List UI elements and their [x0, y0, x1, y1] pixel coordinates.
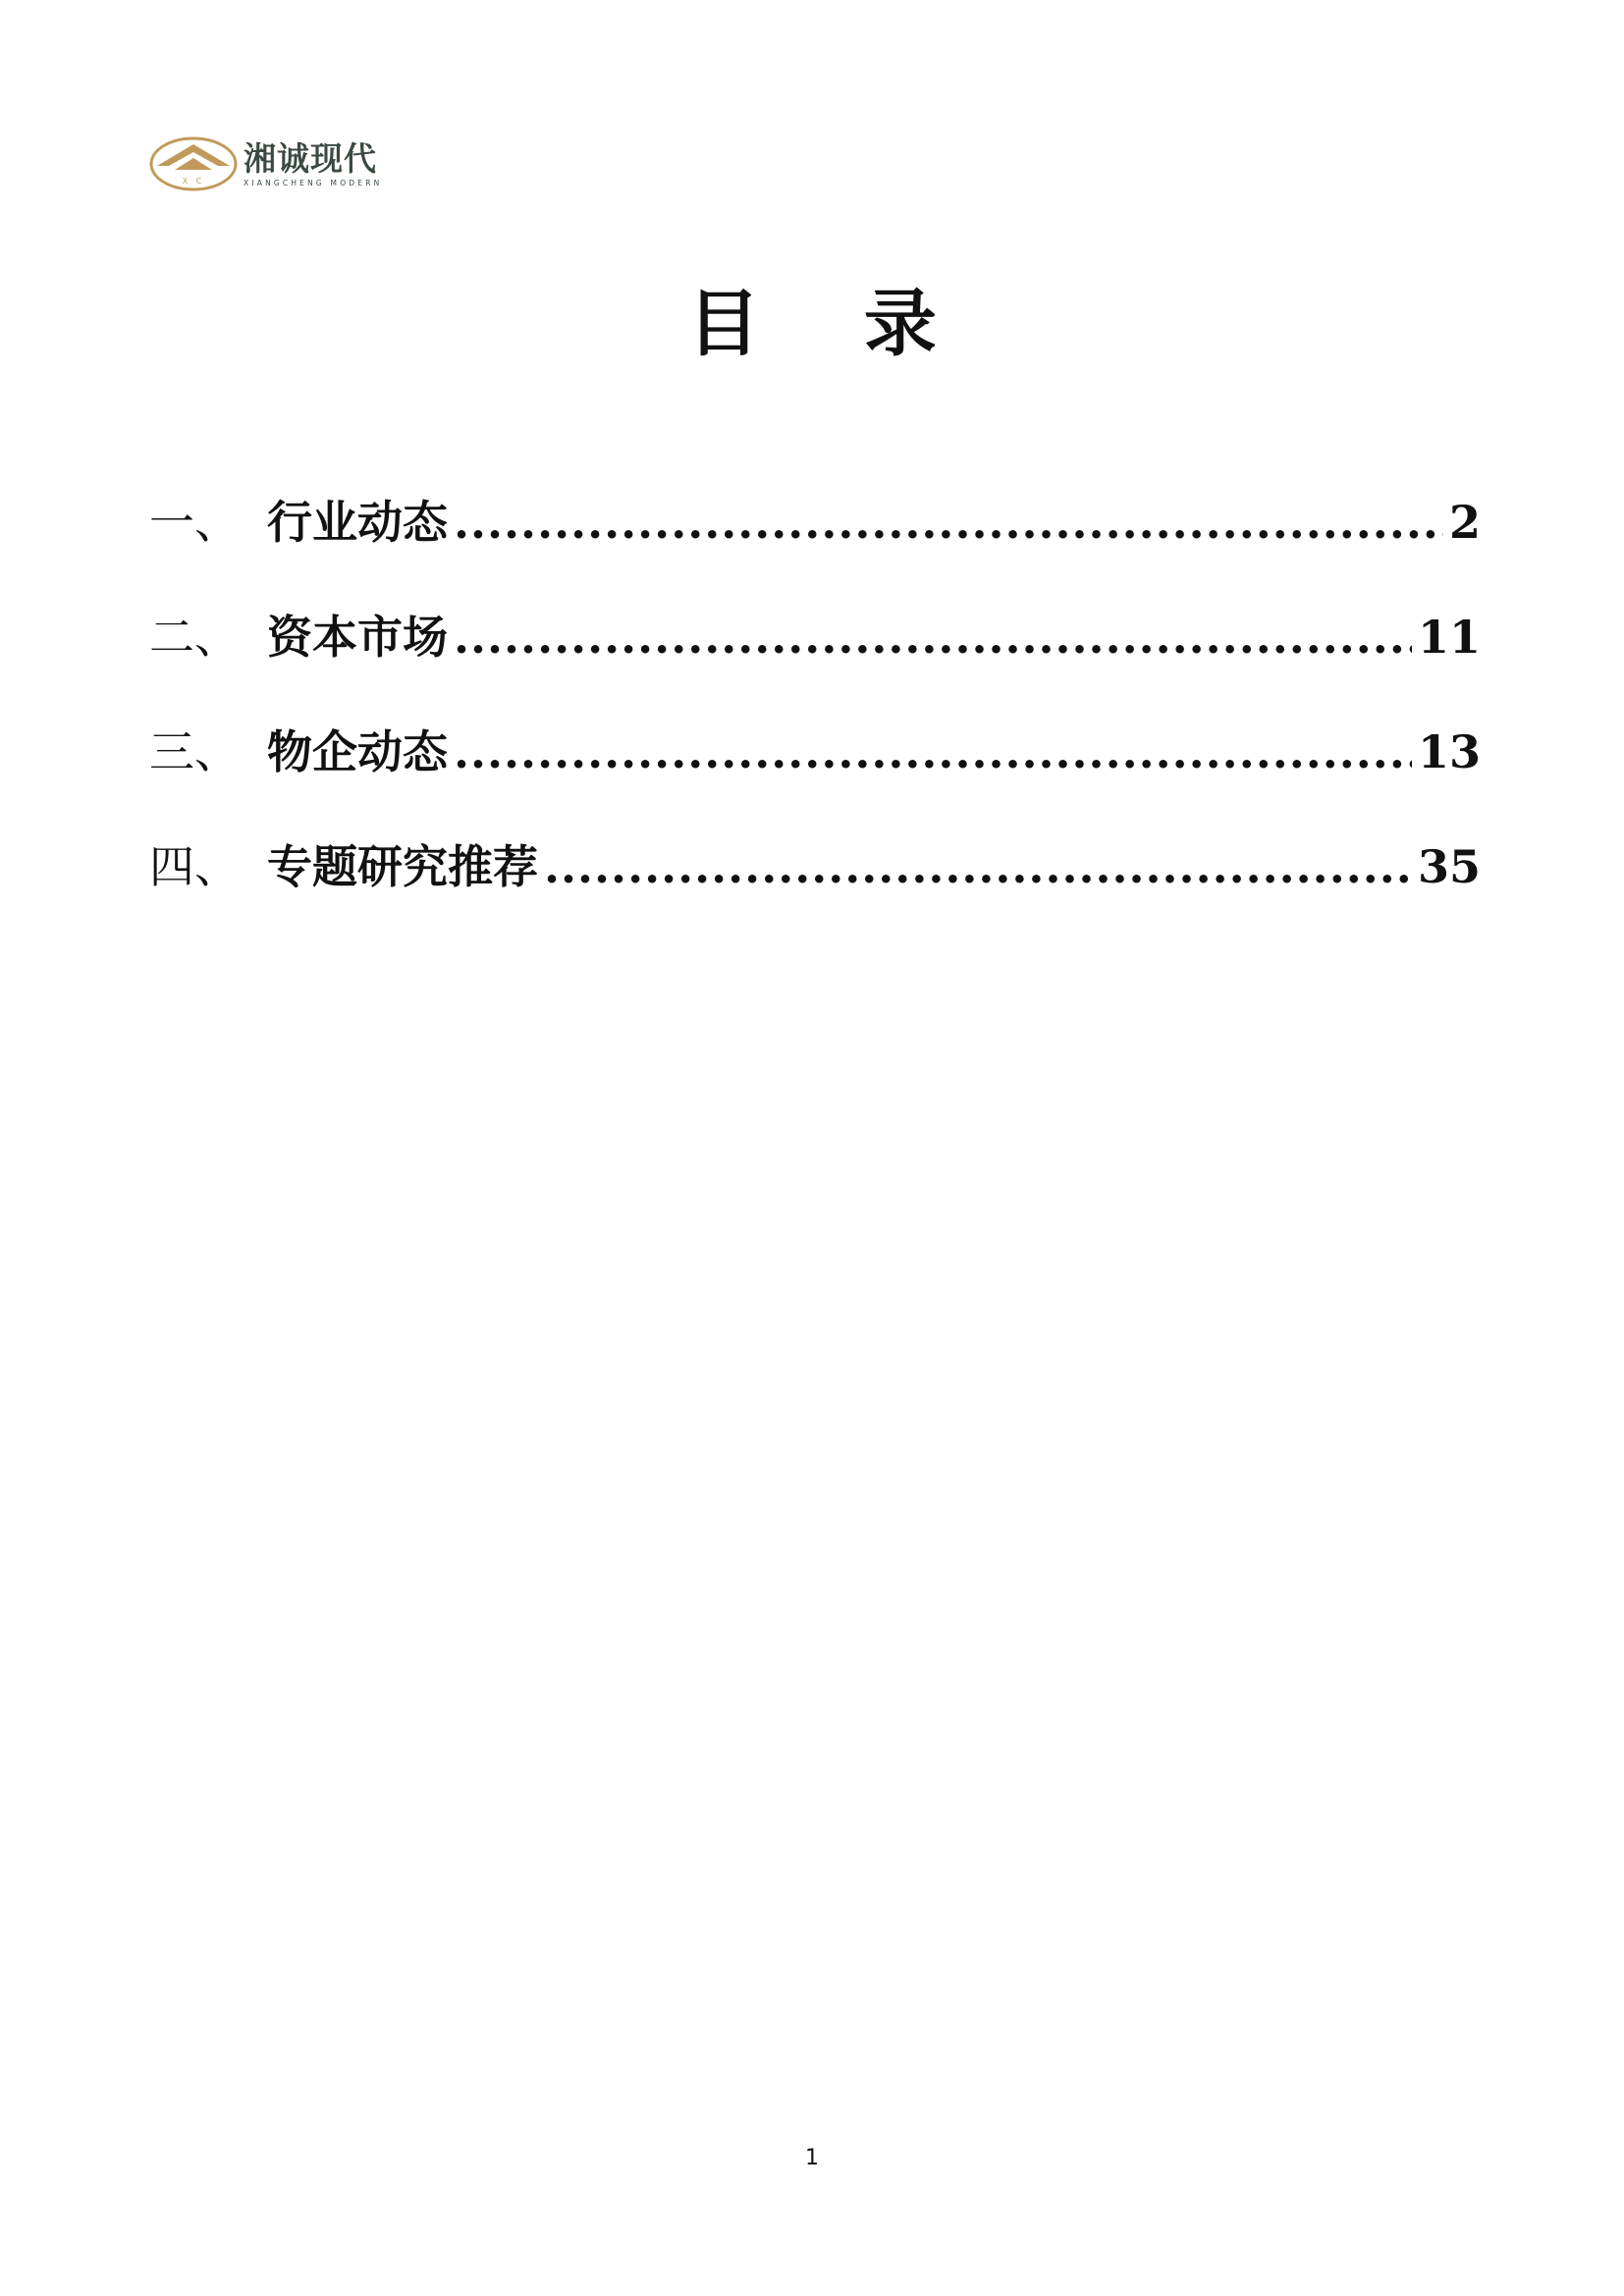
toc-entry-page: 11	[1417, 611, 1481, 664]
toc-entry-label: 资本市场	[267, 611, 448, 664]
toc-entry-label: 行业动态	[267, 496, 448, 549]
logo-subtitle: XIANGCHENG MODERN	[244, 178, 383, 187]
logo-mark-icon	[149, 136, 238, 191]
toc-entry-number: 一、	[149, 496, 240, 549]
toc-entry[interactable]	[149, 602, 1481, 717]
toc-entry-number: 二、	[149, 611, 240, 664]
toc-entry-label: 专题研究推荐	[267, 840, 538, 893]
table-of-contents	[149, 487, 1481, 946]
toc-entry[interactable]	[149, 487, 1481, 602]
toc-dot-leader	[544, 840, 1412, 893]
toc-entry-number: 四、	[149, 840, 240, 893]
toc-dot-leader	[454, 611, 1412, 664]
logo-mark-letters: X C	[182, 177, 205, 186]
toc-dot-leader	[454, 496, 1443, 549]
toc-entry-page: 13	[1417, 725, 1481, 778]
toc-entry[interactable]	[149, 831, 1481, 946]
company-logo	[149, 132, 424, 196]
toc-entry-label: 物企动态	[267, 725, 448, 778]
toc-entry[interactable]	[149, 717, 1481, 831]
toc-entry-page: 2	[1448, 496, 1481, 549]
page-title: 目 录	[687, 282, 976, 366]
logo-name: 湘诚现代	[244, 138, 377, 178]
toc-entry-page: 35	[1417, 840, 1481, 893]
toc-entry-number: 三、	[149, 725, 240, 778]
page-number: 1	[805, 2146, 819, 2170]
toc-dot-leader	[454, 725, 1412, 778]
